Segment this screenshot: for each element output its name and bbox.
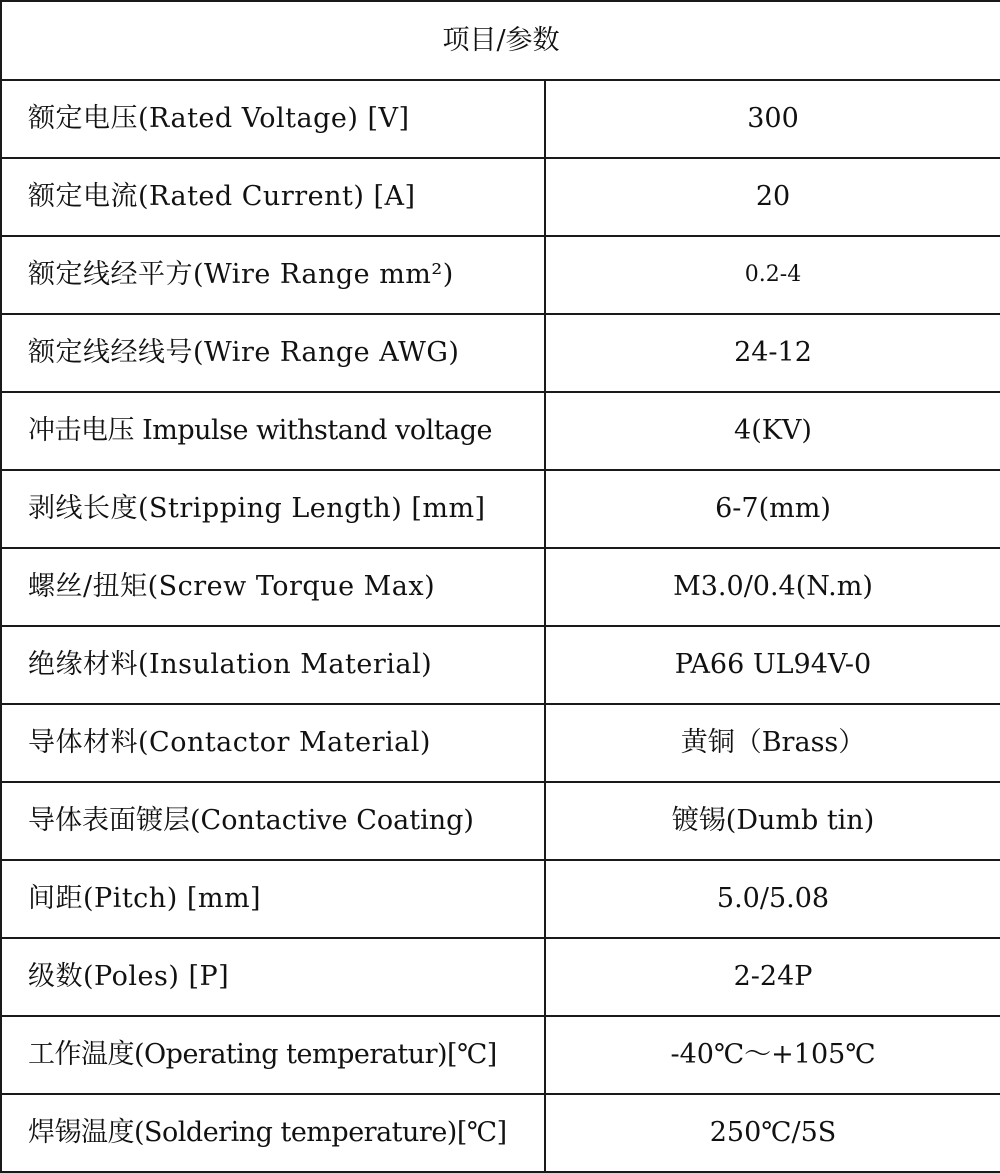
value-cell: 24-12 bbox=[545, 314, 1000, 392]
table-row bbox=[1, 314, 1000, 392]
table-row bbox=[1, 860, 1000, 938]
table-row bbox=[1, 626, 1000, 704]
param-cell: 工作温度(Operating temperatur)[℃] bbox=[1, 1016, 545, 1094]
param-cell: 额定线经平方(Wire Range mm²) bbox=[1, 236, 545, 314]
table-row bbox=[1, 1016, 1000, 1094]
value-cell: 6-7(mm) bbox=[545, 470, 1000, 548]
param-cell: 额定电压(Rated Voltage) [V] bbox=[1, 80, 545, 158]
table-row bbox=[1, 80, 1000, 158]
table-header: 项目/参数 bbox=[1, 1, 1000, 80]
value-cell: 300 bbox=[545, 80, 1000, 158]
table-row bbox=[1, 470, 1000, 548]
table-row bbox=[1, 392, 1000, 470]
param-cell: 额定电流(Rated Current) [A] bbox=[1, 158, 545, 236]
table-header-row bbox=[1, 1, 1000, 80]
value-cell: PA66 UL94V-0 bbox=[545, 626, 1000, 704]
table-row bbox=[1, 782, 1000, 860]
param-cell: 焊锡温度(Soldering temperature)[℃] bbox=[1, 1094, 545, 1172]
value-cell: 20 bbox=[545, 158, 1000, 236]
value-cell: 镀锡(Dumb tin) bbox=[545, 782, 1000, 860]
table-row bbox=[1, 236, 1000, 314]
table-row bbox=[1, 158, 1000, 236]
param-cell: 螺丝/扭矩(Screw Torque Max) bbox=[1, 548, 545, 626]
param-cell: 导体材料(Contactor Material) bbox=[1, 704, 545, 782]
value-cell: M3.0/0.4(N.m) bbox=[545, 548, 1000, 626]
value-cell: 5.0/5.08 bbox=[545, 860, 1000, 938]
table-row bbox=[1, 1094, 1000, 1172]
param-cell: 剥线长度(Stripping Length) [mm] bbox=[1, 470, 545, 548]
value-cell: 2-24P bbox=[545, 938, 1000, 1016]
value-cell: -40℃～+105℃ bbox=[545, 1016, 1000, 1094]
param-cell: 绝缘材料(Insulation Material) bbox=[1, 626, 545, 704]
value-cell: 0.2-4 bbox=[545, 236, 1000, 314]
param-cell: 额定线经线号(Wire Range AWG) bbox=[1, 314, 545, 392]
value-cell: 黄铜（Brass） bbox=[545, 704, 1000, 782]
param-cell: 间距(Pitch) [mm] bbox=[1, 860, 545, 938]
table-row bbox=[1, 704, 1000, 782]
param-cell: 冲击电压 Impulse withstand voltage bbox=[1, 392, 545, 470]
table-row bbox=[1, 938, 1000, 1016]
param-cell: 导体表面镀层(Contactive Coating) bbox=[1, 782, 545, 860]
table-row bbox=[1, 548, 1000, 626]
value-cell: 250℃/5S bbox=[545, 1094, 1000, 1172]
value-cell: 4(KV) bbox=[545, 392, 1000, 470]
param-cell: 级数(Poles) [P] bbox=[1, 938, 545, 1016]
